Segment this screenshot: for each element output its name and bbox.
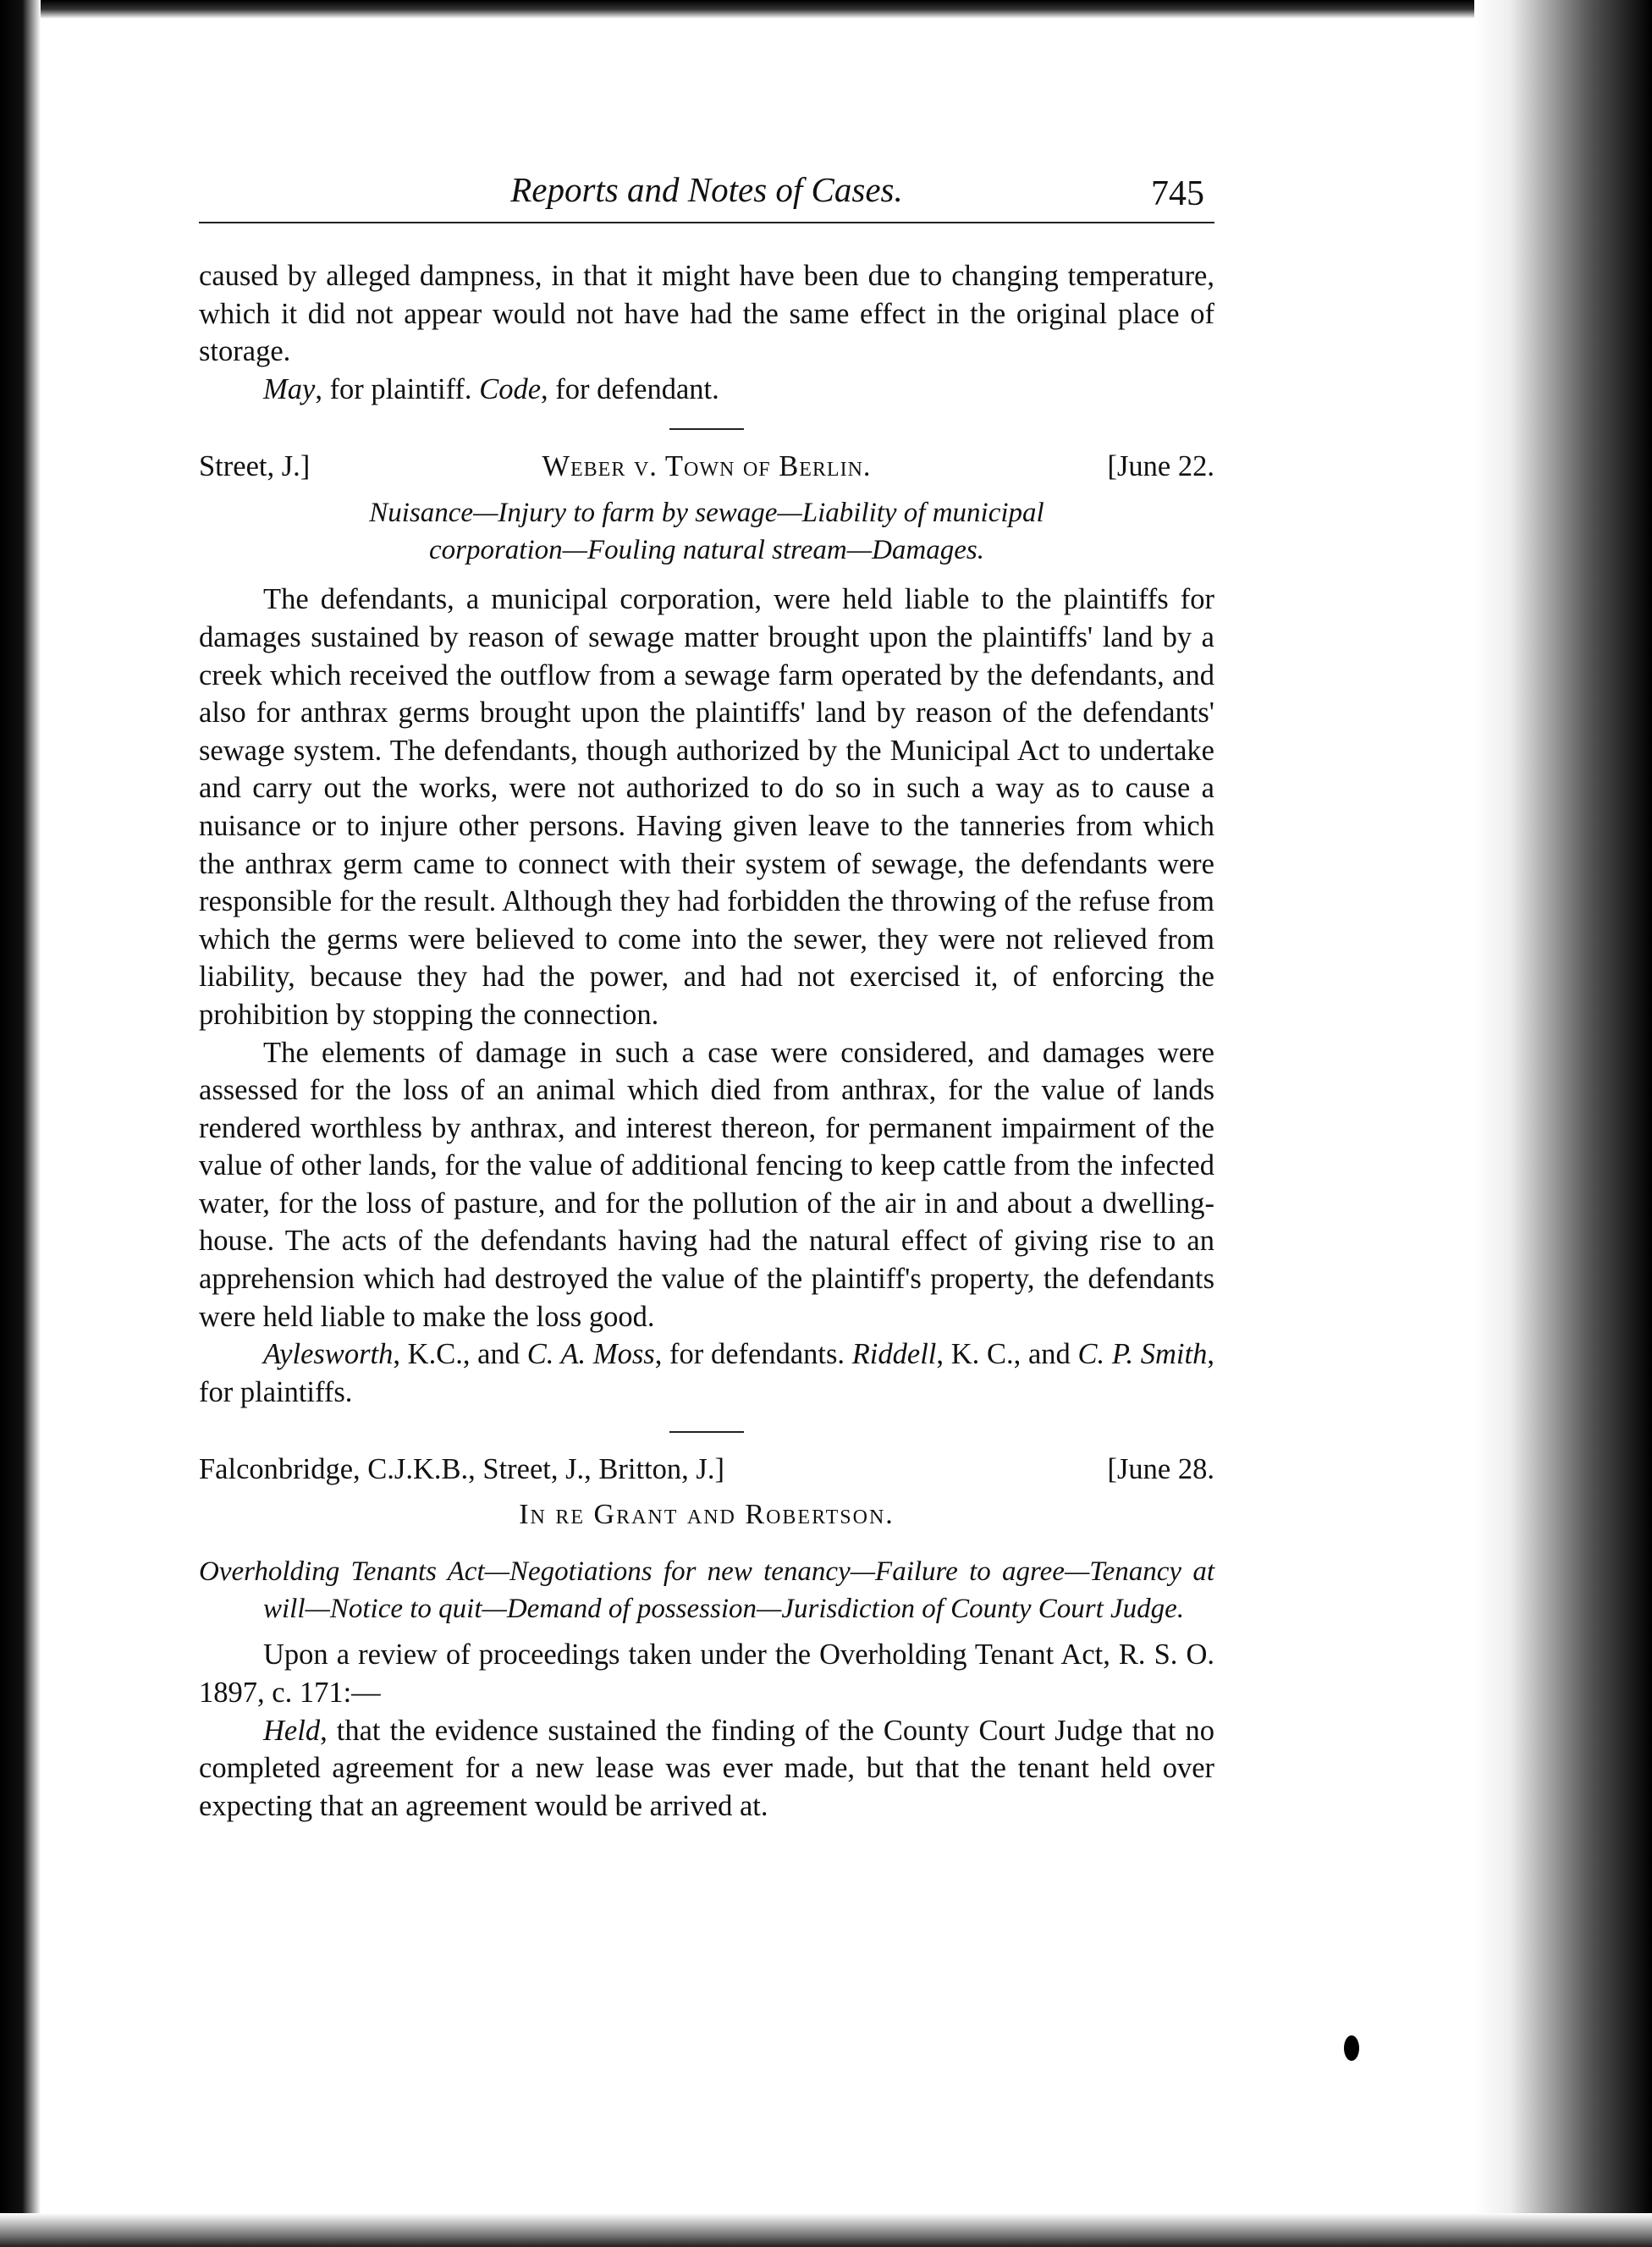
section-divider [669,428,744,430]
page-number: 745 [1151,174,1204,213]
case-date: [June 22. [1107,450,1214,483]
case-judge: Street, J.] [199,450,311,483]
case-line-weber [199,447,1214,486]
case-paragraph: Upon a review of proceedings taken under the Overholding Tenant Act, R. S. O. 1897, c. 171:— [199,1638,1214,1710]
scan-edge-bottom [0,2213,1652,2247]
continuation-paragraph: caused by alleged dampness, in that it might have been due to changing temperature, which it did not appear would not have had the same effect in the original place of storage. [199,260,1214,368]
headnote-line: corporation—Fouling natural stream—Damages. [428,535,985,566]
case-title: In re Grant and Robertson. [519,1499,895,1531]
ink-spot [1344,2035,1359,2061]
book-page [199,152,1214,1825]
case-line-grant [199,1450,1214,1489]
continuation-counsel: May, for plaintiff. Code, for defendant. [263,372,719,405]
headnote-line: Nuisance—Injury to farm by sewage—Liability of municipal [369,498,1044,529]
section-divider [669,1431,744,1433]
running-head: Reports and Notes of Cases. [510,170,903,209]
held-paragraph: Held, that the evidence sustained the finding of the County Court Judge that no completed agreement for a new lease was ever made, but that the tenant held over expecting that an agreement would be arrived at. [199,1714,1214,1822]
scan-edge-left [0,0,41,2247]
case-counsel: Aylesworth, K.C., and C. A. Moss, for defendants. Riddell, K. C., and C. P. Smith, for plaintiffs. [199,1338,1214,1408]
scan-edge-right [1474,0,1652,2247]
case-judges: Falconbridge, C.J.K.B., Street, J., Britton, J.] [199,1453,724,1486]
case-title: Weber v. Town of Berlin. [542,450,872,483]
page-header [199,152,1214,223]
case-paragraph: The defendants, a municipal corporation, were held liable to the plaintiffs for damages sustained by reason of sewage matter brought upon the plaintiffs' land by a creek which received the outflow from a sewage farm operated by the defendants, and also for anthrax germs brought upon the plaintiffs' land by reason of the defendants' sewage system. The defendants, though authorized by the Municipal Act to undertake and carry out the works, were not authorized to do so in such a way as to cause a nuisance or to injure other persons. Having given leave to the tanneries from which the anthrax germ came to connect with their system of sewage, the defendants were responsible for the result. Although they had forbidden the throwing of the refuse from which the germs were believed to come into the sewer, they were not relieved from liability, because they had the power, and had not exercised it, of enforcing the prohibition by stopping the connection. [199,583,1214,1031]
scan-edge-top [0,0,1652,19]
case-date: [June 28. [1107,1453,1214,1486]
headnote: Overholding Tenants Act—Negotiations for new tenancy—Failure to agree—Tenancy at will—Notice to quit—Demand of possession—Jurisdiction of County Court Judge. [199,1556,1214,1625]
case-paragraph: The elements of damage in such a case were considered, and damages were assessed for the loss of an animal which died from anthrax, for the value of lands rendered worthless by anthrax, and interest thereon, for permanent impairment of the value of other lands, for the value of additional fencing to keep cattle from the infected water, for the loss of pasture, and for the pollution of the air in and about a dwelling-house. The acts of the defendants having had the natural effect of giving rise to an apprehension which had destroyed the value of the plaintiff's property, the defendants were held liable to make the loss good. [199,1036,1214,1333]
